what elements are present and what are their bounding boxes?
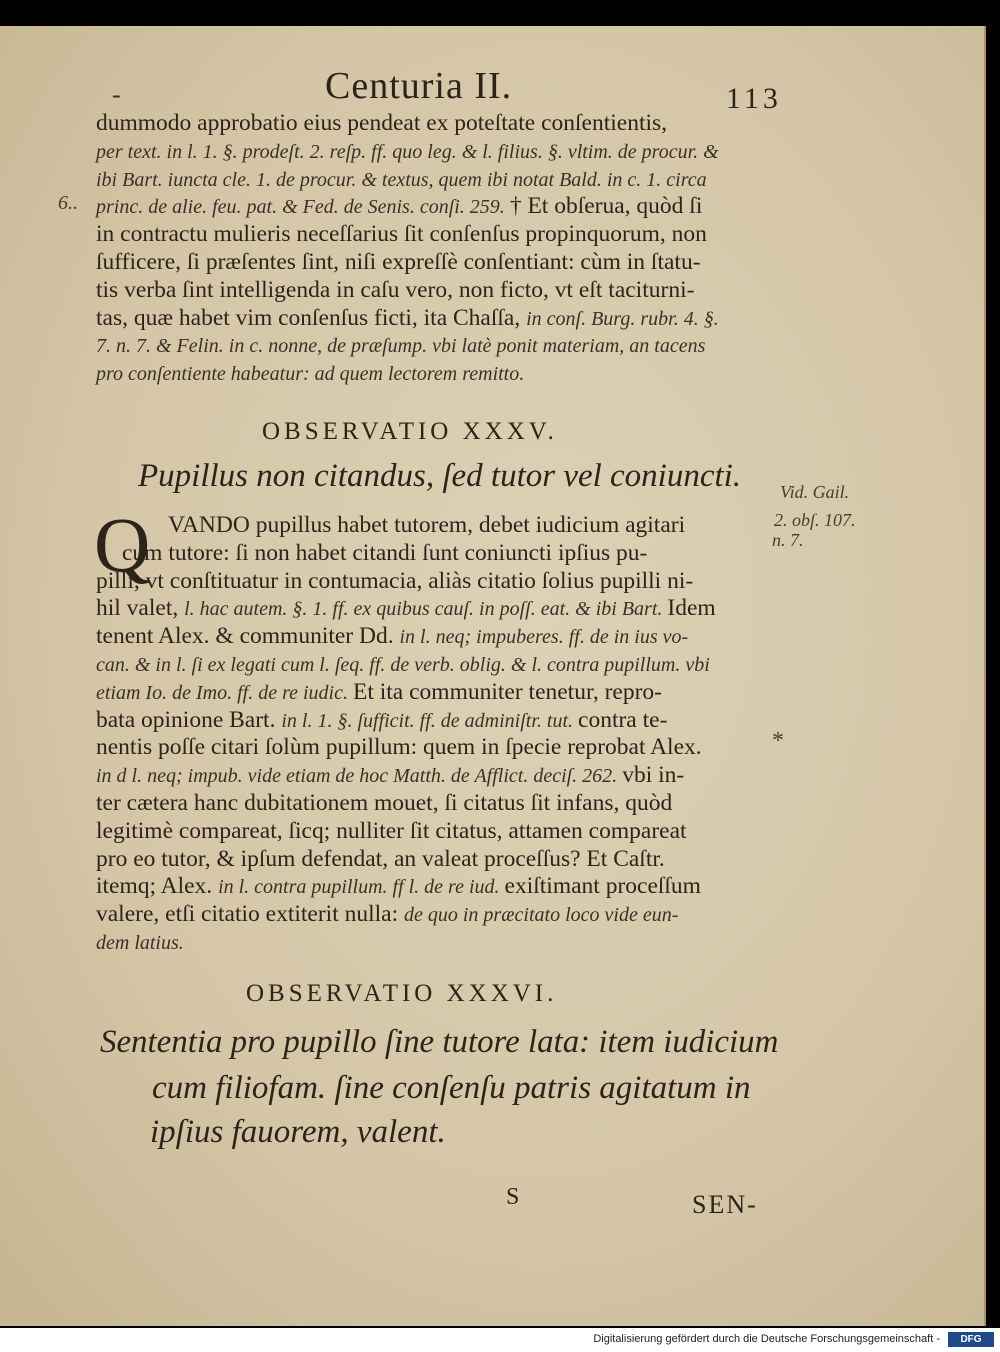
text-run: vbi in- [622,762,685,789]
text-run: pro conſentiente habeatur: ad quem lectorem remitto. [96,363,525,386]
observatio-35-subtitle: Pupillus non citandus, ſed tutor vel coniuncti. [138,458,742,494]
text-run: ſufficere, ſi præſentes ſint, niſi expreſſè conſentiant: cùm in ſtatu- [96,249,701,275]
margin-asterisk: * [772,728,784,754]
top-body-line-2 [96,138,719,165]
drop-cap: Q [94,501,151,588]
catchword: SEN- [692,1190,758,1219]
main-body-line-16 [96,929,184,956]
observatio-36-heading: OBSERVATIO XXXVI. [246,980,558,1007]
text-run: can. & in l. ſi ex legati cum l. ſeq. ff. de verb. oblig. & l. contra pupillum. vbi [96,654,710,676]
main-body-line-7 [96,679,662,706]
top-body-line-8 [96,305,719,332]
top-body-line-5 [96,221,707,248]
main-body-line-12 [96,818,687,845]
text-run: nentis poſſe citari ſolùm pupillum: quem in ſpecie reprobat Alex. [96,734,702,761]
margin-note-vid-gail-3: n. 7. [772,530,804,550]
text-run: itemq; Alex. [96,873,219,900]
margin-note-six: 6.. [58,192,78,214]
main-body-line-14 [96,873,701,900]
margin-note-vid-gail-2: 2. obſ. 107. [774,510,856,530]
text-run: etiam Io. de Imo. ff. de re iudic. [96,681,353,704]
main-body-line-1 [168,512,685,539]
observatio-35-heading: OBSERVATIO XXXV. [262,418,558,445]
page-number: 113 [726,82,782,115]
text-run: per text. in l. 1. §. prodeſt. 2. reſp. ff. quo leg. & l. filius. §. vltim. de procur. & [96,140,719,163]
text-run: ter cætera hanc dubitationem mouet, ſi citatus ſit infans, quòd [96,790,673,816]
main-body-line-9 [96,734,702,761]
text-run: cum tutore: ſi non habet citandi ſunt coniuncti ipſius pu- [122,539,648,566]
observatio-36-subtitle-line-2: cum filiofam. ſine conſenſu patris agitatum in [152,1070,751,1106]
running-head [0,62,984,115]
text-run: in l. contra pupillum. ff l. de re iud. [218,876,505,899]
text-run: Idem [667,595,716,622]
text-run: in l. 1. §. ſufficit. ff. de adminiſtr. tut. [281,709,579,732]
text-run: tas, quæ habet vim conſenſus ficti, ita Chaſſa, [96,304,527,331]
main-body-line-4 [96,595,716,622]
main-body-line-15 [96,901,678,928]
text-run: dummodo approbatio eius pendeat ex poteſtate conſentientis, [96,110,668,136]
dfg-logo: DFG [948,1332,994,1347]
text-run: de quo in præcitato loco vide eun- [404,904,679,927]
text-run: dem latius. [96,932,184,954]
main-body-line-13 [96,846,665,873]
header-dash: - [112,80,121,109]
top-body-line-1 [96,110,667,137]
signature-mark: S [506,1184,520,1210]
margin-note-vid-gail-1: Vid. Gail. [780,482,850,502]
text-run: tis verba ſint intelligenda in caſu vero, non ficto, vt eſt taciturni- [96,276,695,303]
top-body-line-7 [96,277,694,304]
text-run: in d l. neq; impub. vide etiam de hoc Matth. de Afflict. deciſ. 262. [96,765,623,788]
text-run: l. hac autem. §. 1. ff. ex quibus cauſ. in poſſ. eat. & ibi Bart. [184,598,668,621]
top-body-line-4 [96,193,702,220]
text-run: legitimè compareat, ſicq; nulliter ſit citatus, attamen compareat [96,817,687,844]
text-run: contra te- [578,706,668,733]
top-body-line-6 [96,249,701,276]
main-body-line-8 [96,707,667,734]
observatio-36-subtitle-line-1: Sententia pro pupillo ſine tutore lata: item iudicium [100,1024,779,1060]
text-run: in l. neq; impuberes. ff. de in ius vo- [399,626,689,649]
text-run: hil valet, [96,595,185,622]
text-run: bata opinione Bart. [96,706,282,733]
main-body-line-6 [96,651,710,678]
text-run: in conſ. Burg. rubr. 4. §. [526,307,719,330]
text-run: princ. de alie. feu. pat. & Fed. de Senis. conſi. 259. [96,196,510,219]
text-run: † Et obſerua, quòd ſi [509,193,703,220]
text-run: Et ita communiter tenetur, repro- [352,678,662,705]
main-body-line-2 [122,540,647,567]
running-title: Centuria II. [325,65,513,107]
main-body-line-5 [96,623,688,650]
text-run: tenent Alex. & communiter Dd. [96,623,400,650]
main-body-line-10 [96,762,684,789]
text-run: pilli, vt conſtituatur in contumacia, aliàs citatio ſolius pupilli ni- [96,567,694,594]
text-run: VANDO pupillus habet tutorem, debet iudicium agitari [168,512,686,538]
text-run: exiſtimant proceſſum [504,873,701,900]
observatio-36-subtitle-line-3: ipſius fauorem, valent. [150,1114,446,1150]
top-body-line-9 [96,332,705,359]
text-run: 7. n. 7. & Felin. in c. nonne, de præſump. vbi latè ponit materiam, an tacens [96,335,706,358]
main-body-line-3 [96,568,693,595]
text-run: pro eo tutor, & ipſum defendat, an valeat proceſſus? Et Caſtr. [96,845,665,872]
text-run: valere, etſi citatio extiterit nulla: [96,901,404,928]
footer-bar [0,1328,1000,1352]
main-body-line-11 [96,790,672,817]
top-body-line-3 [96,166,707,193]
footer-credit: Digitalisierung gefördert durch die Deutsche Forschungsgemeinschaft - [593,1333,940,1345]
top-body-line-10 [96,360,524,387]
text-run: in contractu mulieris neceſſarius ſit conſenſus propinquorum, non [96,221,707,248]
text-run: ibi Bart. iuncta cle. 1. de procur. & textus, quem ibi notat Bald. in c. 1. circa [96,168,707,191]
